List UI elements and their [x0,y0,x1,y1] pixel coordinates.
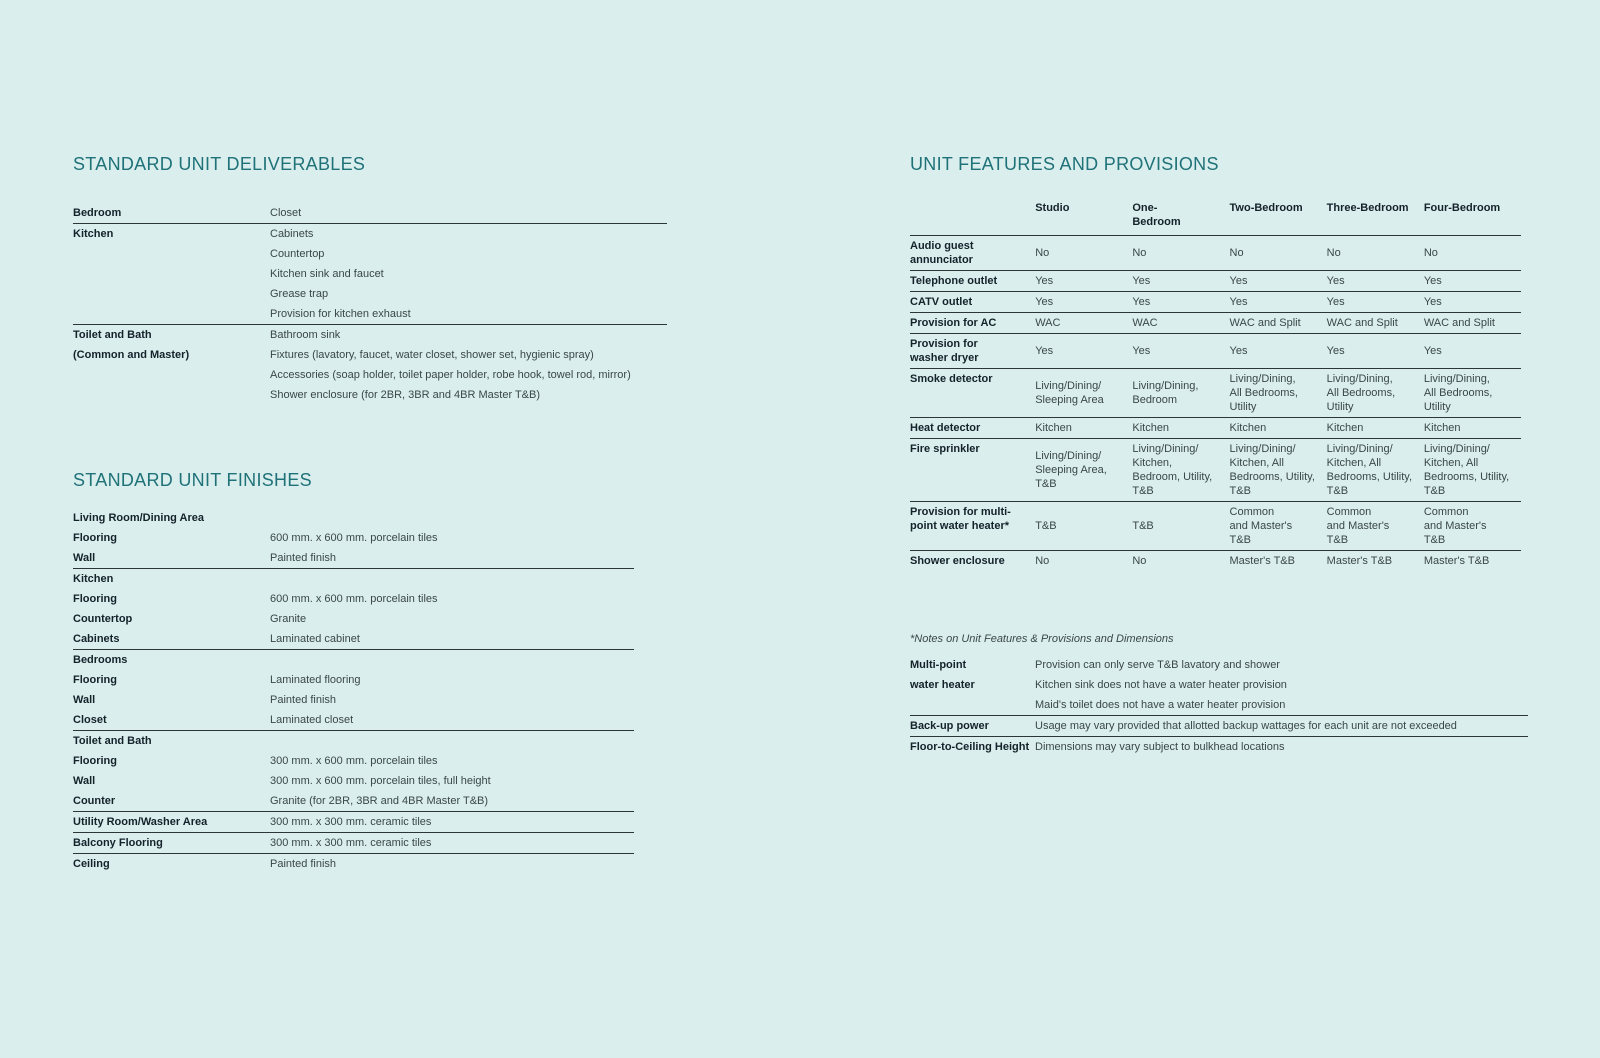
table-row [910,502,1521,551]
row-label: Ceiling [73,854,270,875]
table-row [910,439,1521,502]
row-value: 600 mm. x 600 mm. porcelain tiles [270,532,438,544]
feature-value: Common and Master's T&B [1230,502,1327,551]
feature-label: Provision for washer dryer [910,334,1035,369]
row-label: water heater [910,679,975,691]
table-row [73,304,667,325]
row-label: Closet [73,714,107,726]
row-label: Flooring [73,755,117,767]
feature-value: Master's T&B [1327,551,1424,572]
row-label: Balcony Flooring [73,833,270,854]
notes-table [910,655,1528,757]
table-row [910,313,1521,334]
feature-value: T&B [1132,502,1229,551]
row-value: Fixtures (lavatory, faucet, water closet, shower set, hygienic spray) [270,349,594,361]
row-value: 300 mm. x 300 mm. ceramic tiles [270,812,634,833]
table-row [910,737,1528,758]
row-value: Provision for kitchen exhaust [270,308,411,320]
table-row [73,385,667,405]
table-row [910,292,1521,313]
row-label: Toilet and Bath [73,731,270,752]
table-row [910,716,1528,737]
table-row [73,528,634,548]
feature-value: No [1424,236,1521,271]
feature-value: Living/Dining/ Kitchen, Bedroom, Utility, T&B [1132,439,1229,502]
table-row [73,791,634,812]
feature-value: Yes [1327,271,1424,292]
row-value: Painted finish [270,854,634,875]
row-value [270,508,634,528]
row-value: Laminated flooring [270,674,361,686]
feature-value: Living/Dining, All Bedrooms, Utility [1424,369,1521,418]
table-row [73,548,634,569]
table-row [910,236,1521,271]
row-label: Bedroom [73,207,122,219]
feature-value: Kitchen [1035,418,1132,439]
table-row [73,812,634,833]
row-label [73,304,270,325]
feature-value: WAC [1132,313,1229,334]
feature-value: Yes [1424,271,1521,292]
row-label [73,244,270,264]
table-row [910,551,1521,572]
table-row [73,690,634,710]
feature-label: Audio guest annunciator [910,236,1035,271]
row-value: 300 mm. x 300 mm. ceramic tiles [270,833,634,854]
row-label [73,365,270,385]
feature-value: Yes [1035,292,1132,313]
finishes-table [73,508,634,874]
table-row [73,284,667,304]
row-value: Laminated cabinet [270,633,360,645]
table-row [73,771,634,791]
feature-value: Yes [1132,334,1229,369]
row-value: Painted finish [270,552,337,564]
table-row [73,224,667,245]
table-row [73,345,667,365]
table-row [910,271,1521,292]
table-row [910,695,1528,716]
feature-value: Master's T&B [1230,551,1327,572]
feature-value: Common and Master's T&B [1327,502,1424,551]
table-row [73,508,634,528]
feature-label: Provision for multi- point water heater* [910,502,1035,551]
feature-value: No [1327,236,1424,271]
feature-value: Yes [1132,271,1229,292]
row-value: Bathroom sink [270,325,667,346]
features-header-row [910,198,1521,236]
row-label: Wall [73,694,96,706]
row-value: Closet [270,207,302,219]
feature-value: Yes [1035,271,1132,292]
row-value: Dimensions may vary subject to bulkhead locations [1035,737,1528,758]
table-row [73,244,667,264]
feature-value: Yes [1230,271,1327,292]
row-label: Back-up power [910,716,1035,737]
row-label: Flooring [73,674,117,686]
feature-label: Heat detector [910,418,1035,439]
row-label: Cabinets [73,633,120,645]
table-row [73,710,634,731]
feature-value: Kitchen [1424,418,1521,439]
feature-value: Living/Dining, All Bedrooms, Utility [1230,369,1327,418]
feature-value: Yes [1230,292,1327,313]
finishes-title: STANDARD UNIT FINISHES [73,470,312,490]
row-label: Utility Room/Washer Area [73,812,270,833]
feature-value: No [1132,236,1229,271]
features-title: UNIT FEATURES AND PROVISIONS [910,154,1219,174]
row-label: Kitchen [73,224,270,245]
header-cell-blank [910,198,1035,236]
row-value: Shower enclosure (for 2BR, 3BR and 4BR Master T&B) [270,389,541,401]
row-value: Laminated closet [270,714,354,726]
table-row [73,629,634,650]
feature-value: No [1132,551,1229,572]
table-row [73,854,634,875]
row-label: Wall [73,552,96,564]
feature-label: Smoke detector [910,369,1035,418]
feature-value: No [1035,236,1132,271]
table-row [73,264,667,284]
deliverables-table [73,203,667,405]
row-value: Usage may vary provided that allotted backup wattages for each unit are not exceeded [1035,716,1528,737]
feature-value: Kitchen [1132,418,1229,439]
feature-value: Yes [1035,334,1132,369]
row-label: Multi-point [910,659,967,671]
row-label [73,385,270,405]
row-value: Grease trap [270,288,329,300]
row-value: Countertop [270,248,325,260]
table-row [910,369,1521,418]
table-row [73,365,667,385]
column-header: Studio [1035,202,1070,214]
row-value [270,569,634,590]
feature-value: Living/Dining, All Bedrooms, Utility [1327,369,1424,418]
table-row [73,609,634,629]
feature-label: Shower enclosure [910,551,1035,572]
feature-label: CATV outlet [910,292,1035,313]
feature-value: Yes [1424,334,1521,369]
row-value: Cabinets [270,224,667,245]
feature-value: Kitchen [1230,418,1327,439]
row-label: Floor-to-Ceiling Height [910,737,1035,758]
row-label: Kitchen [73,569,270,590]
feature-value: WAC [1035,313,1132,334]
table-row [73,751,634,771]
table-row [73,833,634,854]
row-value: 600 mm. x 600 mm. porcelain tiles [270,593,438,605]
row-value: Granite [270,613,307,625]
row-value [270,731,634,752]
column-header: Four-Bedroom [1423,202,1501,214]
table-row [73,589,634,609]
feature-value: Living/Dining, Bedroom [1132,369,1229,418]
feature-value: Living/Dining/ Kitchen, All Bedrooms, Utility, T&B [1230,439,1327,502]
feature-value: Yes [1327,292,1424,313]
feature-value: No [1230,236,1327,271]
row-value: Painted finish [270,694,337,706]
row-label: Counter [73,795,116,807]
row-label: Flooring [73,532,117,544]
row-label: Living Room/Dining Area [73,512,204,524]
table-row [910,675,1528,695]
table-row [73,670,634,690]
feature-label: Fire sprinkler [910,439,1035,502]
feature-value: Yes [1132,292,1229,313]
row-label [910,695,1035,716]
feature-value: Living/Dining/ Sleeping Area, T&B [1035,439,1132,502]
feature-value: Yes [1327,334,1424,369]
deliverables-title: STANDARD UNIT DELIVERABLES [73,154,366,174]
row-label [73,264,270,284]
row-value: Kitchen sink and faucet [270,268,384,280]
feature-label: Telephone outlet [910,271,1035,292]
feature-value: Living/Dining/ Kitchen, All Bedrooms, Utility, T&B [1327,439,1424,502]
column-header: Three-Bedroom [1326,202,1409,214]
row-label: Flooring [73,593,117,605]
table-row [910,655,1528,675]
row-label: (Common and Master) [73,349,190,361]
row-value: Maid's toilet does not have a water heater provision [1035,699,1286,711]
feature-value: WAC and Split [1424,313,1521,334]
row-value: 300 mm. x 600 mm. porcelain tiles, full height [270,775,491,787]
row-label: Toilet and Bath [73,325,270,346]
row-label: Wall [73,775,96,787]
table-row [73,325,667,346]
feature-value: Common and Master's T&B [1424,502,1521,551]
feature-value: Yes [1424,292,1521,313]
table-row [73,731,634,752]
feature-value: T&B [1035,502,1132,551]
table-row [73,650,634,671]
feature-value: Master's T&B [1424,551,1521,572]
table-row [73,203,667,224]
feature-value: Yes [1230,334,1327,369]
row-label [73,284,270,304]
features-table [910,198,1521,571]
feature-value: WAC and Split [1230,313,1327,334]
notes-title: *Notes on Unit Features & Provisions and Dimensions [910,633,1174,645]
row-label: Countertop [73,613,133,625]
row-label: Bedrooms [73,650,270,671]
row-value: Kitchen sink does not have a water heater provision [1035,679,1287,691]
feature-value: Living/Dining/ Sleeping Area [1035,369,1132,418]
row-value: 300 mm. x 600 mm. porcelain tiles [270,755,438,767]
feature-value: Kitchen [1327,418,1424,439]
table-row [73,569,634,590]
table-row [910,334,1521,369]
row-value: Granite (for 2BR, 3BR and 4BR Master T&B) [270,795,489,807]
feature-value: Living/Dining/ Kitchen, All Bedrooms, Utility, T&B [1424,439,1521,502]
feature-value: No [1035,551,1132,572]
column-header: Two-Bedroom [1229,202,1303,214]
row-value: Accessories (soap holder, toilet paper holder, robe hook, towel rod, mirror) [270,369,631,381]
column-header: One- Bedroom [1132,202,1181,228]
table-row [910,418,1521,439]
row-value [270,650,634,671]
feature-value: WAC and Split [1327,313,1424,334]
row-value: Provision can only serve T&B lavatory and shower [1035,659,1280,671]
feature-label: Provision for AC [910,313,1035,334]
